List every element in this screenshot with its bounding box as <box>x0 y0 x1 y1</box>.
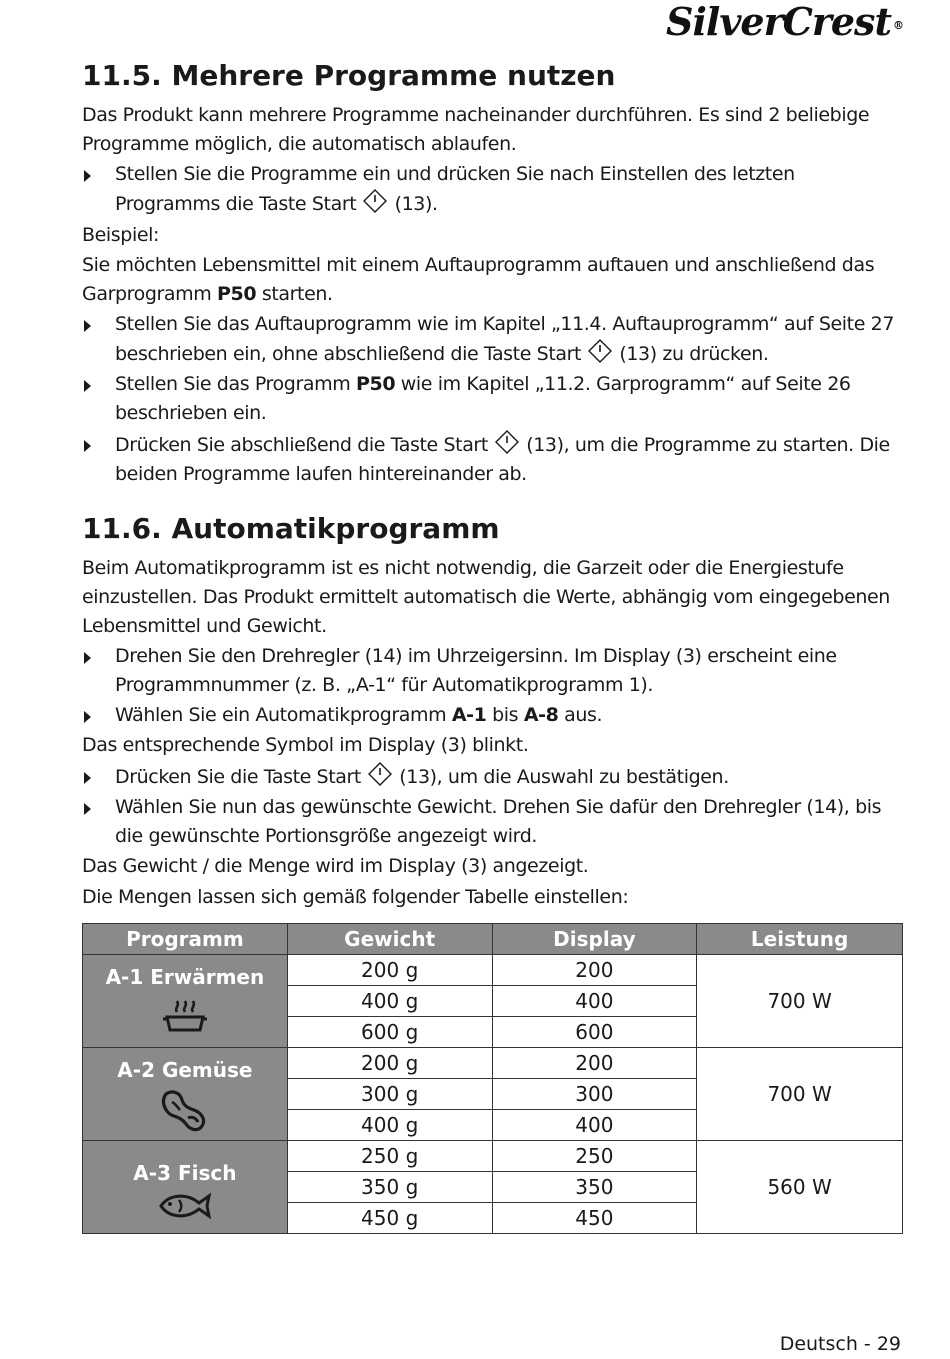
intro-text: Das Produkt kann mehrere Programme nacheinander durchführen. Es sind 2 beliebige Programme möglich, die automatisch ablaufen. <box>82 104 870 155</box>
section-heading-multiple-programs: 11.5. Mehrere Programme nutzen <box>82 59 616 92</box>
program-cell-a3 <box>83 1141 288 1234</box>
table-header-row <box>83 924 903 955</box>
start-icon <box>368 762 392 786</box>
start-icon <box>495 430 519 454</box>
display-cell: 350 <box>492 1172 697 1203</box>
power-cell: 700 W <box>697 955 903 1048</box>
intro-text: Beim Automatikprogramm ist es nicht notwendig, die Garzeit oder die Energiestufe einzustellen. Das Produkt ermittelt automatisch die Werte, abhängig vom eingegebenen Lebensmittel und Gewicht. <box>82 557 890 637</box>
bullet-arrow-icon <box>84 440 91 452</box>
program-cell-a1 <box>83 955 288 1048</box>
bullet-arrow-icon <box>84 803 91 815</box>
bullet-arrow-icon <box>84 652 91 664</box>
bullet-arrow-icon <box>84 772 91 784</box>
section-auto-program <box>82 554 903 912</box>
display-cell: 400 <box>492 1110 697 1141</box>
list-item: Wählen Sie ein Automatikprogramm A-1 bis A-8 aus. <box>82 701 903 730</box>
column-header-program: Programm <box>83 924 288 955</box>
weight-cell: 400 g <box>287 986 492 1017</box>
program-cell-a2 <box>83 1048 288 1141</box>
weight-cell: 300 g <box>287 1079 492 1110</box>
auto-program-table <box>82 923 903 1234</box>
bullet-arrow-icon <box>84 711 91 723</box>
example-text: Sie möchten Lebensmittel mit einem Auftauprogramm auftauen und anschließend das Garprogramm P50 starten. <box>82 254 875 305</box>
weight-note: Das Gewicht / die Menge wird im Display (3) angezeigt. <box>82 855 589 877</box>
symbol-note: Das entsprechende Symbol im Display (3) blinkt. <box>82 734 529 756</box>
bullet-arrow-icon <box>84 380 91 392</box>
example-label: Beispiel: <box>82 224 160 246</box>
brand-name: SilverCrest <box>666 0 891 44</box>
registered-mark: ® <box>893 19 903 32</box>
display-cell: 200 <box>492 1048 697 1079</box>
column-header-power: Leistung <box>697 924 903 955</box>
list-item: Drücken Sie die Taste Start (13), um die Auswahl zu bestätigen. <box>82 762 903 792</box>
list-item: Wählen Sie nun das gewünschte Gewicht. Drehen Sie dafür den Drehregler (14), bis die gewünschte Portionsgröße angezeigt wird. <box>82 793 903 851</box>
table-intro: Die Mengen lassen sich gemäß folgender Tabelle einstellen: <box>82 886 629 908</box>
display-cell: 300 <box>492 1079 697 1110</box>
program-name: A-2 Gemüse <box>117 1058 253 1082</box>
display-cell: 200 <box>492 955 697 986</box>
program-name: A-1 Erwärmen <box>105 965 265 989</box>
weight-cell: 450 g <box>287 1203 492 1234</box>
list-item: Stellen Sie die Programme ein und drücken Sie nach Einstellen des letzten Programms die Taste Start (13). <box>82 160 903 219</box>
bullet-arrow-icon <box>84 320 91 332</box>
column-header-weight: Gewicht <box>287 924 492 955</box>
vegetable-icon <box>158 1088 212 1134</box>
brand-logo <box>666 2 903 42</box>
power-cell: 700 W <box>697 1048 903 1141</box>
bullet-arrow-icon <box>84 170 91 182</box>
start-icon <box>363 189 387 213</box>
display-cell: 400 <box>492 986 697 1017</box>
display-cell: 250 <box>492 1141 697 1172</box>
table-row <box>83 1048 903 1079</box>
heating-pot-icon <box>160 995 210 1033</box>
table-row <box>83 955 903 986</box>
display-cell: 600 <box>492 1017 697 1048</box>
list-item: Stellen Sie das Auftauprogramm wie im Kapitel „11.4. Auftauprogramm“ auf Seite 27 beschrieben ein, ohne abschließend die Taste Start (13) zu drücken. <box>82 310 903 369</box>
weight-cell: 200 g <box>287 1048 492 1079</box>
list-item: Stellen Sie das Programm P50 wie im Kapitel „11.2. Garprogramm“ auf Seite 26 beschrieben ein. <box>82 370 903 428</box>
list-item: Drehen Sie den Drehregler (14) im Uhrzeigersinn. Im Display (3) erscheint eine Programmnummer (z. B. „A-1“ für Automatikprogramm 1). <box>82 642 903 700</box>
section-multiple-programs <box>82 101 903 489</box>
start-icon <box>588 339 612 363</box>
weight-cell: 200 g <box>287 955 492 986</box>
weight-cell: 250 g <box>287 1141 492 1172</box>
weight-cell: 400 g <box>287 1110 492 1141</box>
weight-cell: 600 g <box>287 1017 492 1048</box>
column-header-display: Display <box>492 924 697 955</box>
table-row <box>83 1141 903 1172</box>
section-heading-auto-program: 11.6. Automatikprogramm <box>82 512 500 545</box>
display-cell: 450 <box>492 1203 697 1234</box>
weight-cell: 350 g <box>287 1172 492 1203</box>
page-footer: Deutsch - 29 <box>779 1333 901 1355</box>
power-cell: 560 W <box>697 1141 903 1234</box>
list-item: Drücken Sie abschließend die Taste Start (13), um die Programme zu starten. Die beiden Programme laufen hintereinander ab. <box>82 430 903 489</box>
program-name: A-3 Fisch <box>133 1161 237 1185</box>
fish-icon <box>157 1191 213 1221</box>
